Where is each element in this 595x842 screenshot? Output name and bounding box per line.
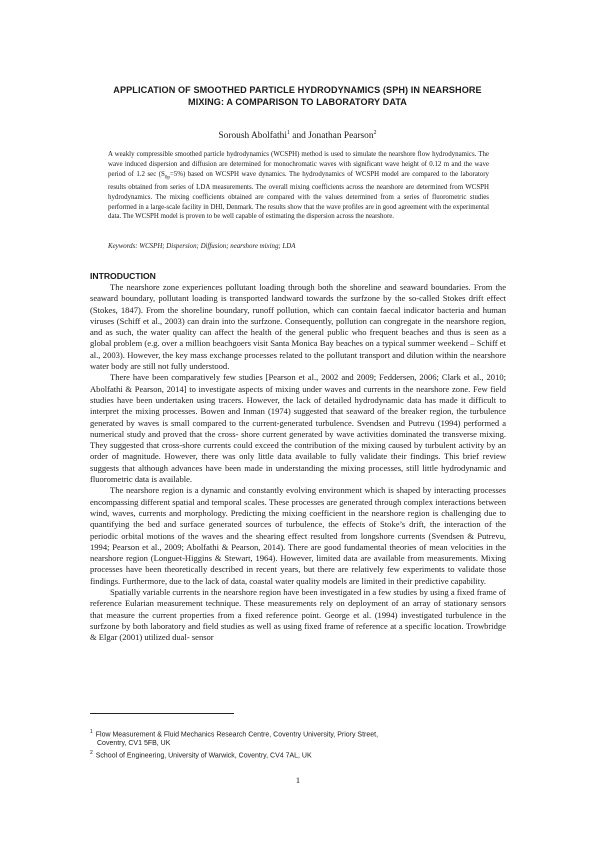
abstract-subscript: 0p bbox=[164, 175, 170, 181]
footnote bbox=[90, 749, 390, 761]
author-line bbox=[90, 127, 505, 142]
abstract bbox=[108, 150, 489, 222]
body-paragraph: Spatially variable currents in the nearshore region have been investigated in a few studies by using a fixed frame of reference Eularian measurement technique. These measurements rely on deployment of an array of stationary sensors that measure the current properties from a fixed reference point. George et al. (1994) investigated turbulence in the surfzone by both laboratory and field studies as well as using fixed frame of reference at a specific location. Trowbridge & Elgar (2001) utilized dual- sensor bbox=[90, 587, 506, 643]
section-heading-introduction: INTRODUCTION bbox=[90, 271, 156, 281]
footnote-mark: 2 bbox=[90, 750, 93, 757]
footnote-divider bbox=[90, 713, 234, 714]
body-paragraph: The nearshore region is a dynamic and constantly evolving environment which is shaped by interacting processes encompassing different spatial and temporal scales. These processes are generated through complex interactions between wind, waves, currents and morphology. Predicting the mixing coefficient in the nearshore region is challenging due to quantifying the bed and surface generated sources of turbulence, the effects of Stoke’s drift, the interaction of the periodic orbital motions of the waves and the shearing effect resulted from longshore currents (Svendsen & Putrevu, 1994; Pearson et al., 2009; Abolfathi & Pearson, 2014). There are good fundamental theories of mean velocities in the nearshore region (Longuet-Higgins & Stewart, 1964). However, limited data are available from measurements. Mixing processes have been theoretically described in recent years, but there are relatively few experiments to validate those findings. Furthermore, due to the lack of data, coastal water quality models are limited in their predictive capability. bbox=[90, 485, 506, 586]
author-affiliation-mark: 1 bbox=[286, 130, 290, 136]
body-text bbox=[90, 282, 506, 644]
keywords: Keywords: WCSPH; Dispersion; Diffusion; nearshore mixing; LDA bbox=[108, 243, 296, 250]
author-affiliation-mark: 2 bbox=[373, 130, 377, 136]
author-name: Soroush Abolfathi bbox=[218, 131, 287, 142]
paper-title: APPLICATION OF SMOOTHED PARTICLE HYDRODYNAMICS (SPH) IN NEARSHORE MIXING: A COMPARISON TO LABORATORY DATA bbox=[113, 85, 482, 107]
footnote bbox=[90, 728, 390, 749]
footnote-mark: 1 bbox=[90, 729, 93, 735]
page-number: 1 bbox=[295, 775, 301, 785]
footnote-text: Flow Measurement & Fluid Mechanics Research Centre, Coventry University, Priory Street, Coventry, CV1 5FB, UK bbox=[95, 731, 379, 747]
abstract-text-part: A weakly compressible smoothed particle hydrodynamics (WCSPH) method is used to simulate the nearshore flow hydrodynamics. The wave induced dispersion and diffusion are determined for monochromatic waves with significant wave height of 0.12 m and the wave period of 1.2 sec (S bbox=[108, 151, 489, 178]
author-name: Jonathan Pearson bbox=[308, 131, 374, 142]
body-paragraph: The nearshore zone experiences pollutant loading through both the shoreline and seaward boundaries. From the seaward boundary, pollutant loading is transported landward towards the surfzone by the so-called Stokes drift effect (Stokes, 1847). From the shoreline boundary, runoff pollution, which can contain faecal indicator bacteria and human viruses (Schiff et al., 2003) can drain into the surfzone. Consequently, pollution can congregate in the nearshore region, and as such, the water quality can affect the health of the general public who frequent beaches and thus is seen as a global problem (e.g. over a million beachgoers visit Santa Monica Bay beaches on a typical summer weekend – Schiff et al., 2003). However, the key mass exchange processes related to the pollutant transport and dilution within the nearshore water body are still not fully understood. bbox=[90, 282, 506, 372]
footnote-text: School of Engineering, University of Warwick, Coventry, CV4 7AL, UK bbox=[95, 752, 312, 760]
footnotes bbox=[90, 728, 390, 761]
body-paragraph: There have been comparatively few studies [Pearson et al., 2002 and 2009; Feddersen, 2006; Clark et al., 2010; Abolfathi & Pearson, 2014] to investigate aspects of mixing under waves and currents in the nearshore zone. Few field studies have been undertaken using tracers. However, the lack of detailed hydrodynamic data has made it difficult to interpret the mixing processes. Bowen and Inman (1974) suggested that seaward of the breaker region, the turbulence generated by waves is small compared to the current-generated turbulence. Svendsen and Putrevu (1994) performed a numerical study and proved that the cross- shore current generated by wave activities dominated the transverse mixing. They suggested that cross-shore currents could exceed the contribution of the mixing caused by turbulent activity by an order of magnitude. However, there was only little data available to fully validate their findings. This brief review suggests that although advances have been made in understanding the mixing processes, still little hydrodynamic and fluorometric data is available. bbox=[90, 372, 506, 485]
author-separator: and bbox=[289, 131, 309, 142]
abstract-text-part: =5%) based on WCSPH wave dynamics. The hydrodynamics of WCSPH model are compared to the laboratory results obtained from series of LDA measurements. The overall mixing coefficients across the nearshore are determined from WCSPH hydrodynamics. The mixing coefficients obtained are compared with the values determined from a series of fluorometric studies performed in a large-scale facility in DHI, Denmark. The results show that the wave profiles are in good agreement with the experimental data. The WCSPH model is proven to be well capable of estimating the dispersion across the nearshore. bbox=[108, 170, 489, 221]
